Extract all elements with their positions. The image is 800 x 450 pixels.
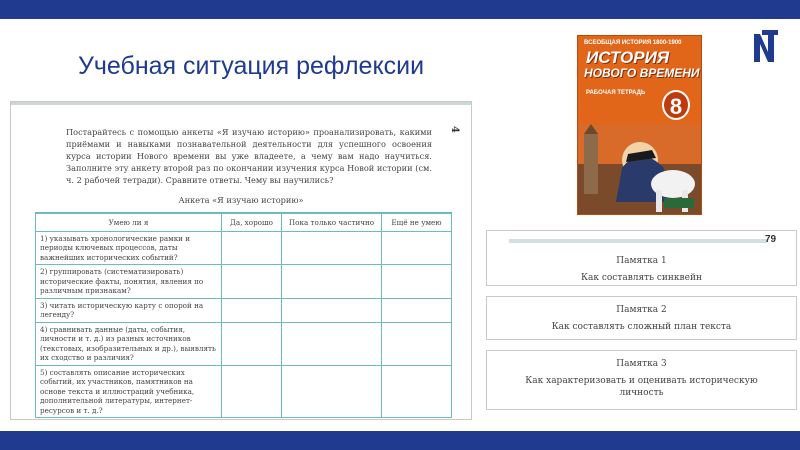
answer-cell-partly[interactable] [282,265,382,299]
survey-title: Анкета «Я изучаю историю» [178,195,304,205]
answer-cell-partly[interactable] [282,365,382,418]
answer-cell-not-yet[interactable] [382,298,452,322]
column-header-yes: Да, хорошо [222,213,282,231]
survey-question: 2) группировать (систематизировать) исторические факты, понятия, явления по различным признакам? [36,265,222,299]
book-cover-art [578,124,702,215]
answer-cell-not-yet[interactable] [382,231,452,265]
survey-header-row [36,213,452,231]
book-title-line1: ИСТОРИЯ [586,48,670,67]
book-series: ВСЕОБЩАЯ ИСТОРИЯ 1800-1900 [584,40,682,46]
answer-cell-partly[interactable] [282,322,382,365]
answer-cell-not-yet[interactable] [382,265,452,299]
book-grade-badge: 8 [662,90,690,120]
memo-text: Как составлять сложный план текста [551,322,732,332]
answer-cell-yes[interactable] [222,298,282,322]
memo-title: Памятка 3 [616,359,667,369]
memo-title: Памятка 1 [616,256,667,266]
memo-text: Как составлять синквейн [581,273,702,283]
answer-cell-yes[interactable] [222,365,282,418]
table-row [36,322,452,365]
publisher-logo-icon [750,30,780,66]
answer-cell-partly[interactable] [282,231,382,265]
slide-title: Учебная ситуация рефлексии [78,52,425,80]
answer-cell-not-yet[interactable] [382,322,452,365]
memo-page-number: 79 [765,234,777,245]
book-subtitle: РАБОЧАЯ ТЕТРАДЬ [586,90,646,96]
memo-title: Памятка 2 [616,305,667,315]
book-title-line2: НОВОГО ВРЕМЕНИ [584,66,700,80]
answer-cell-yes[interactable] [222,322,282,365]
table-row [36,365,452,418]
column-header-not-yet: Ещё не умею [382,213,452,231]
table-row [36,265,452,299]
worksheet-page-number: 4 [448,126,460,133]
answer-cell-not-yet[interactable] [382,365,452,418]
memo-3 [486,350,797,410]
answer-cell-partly[interactable] [282,298,382,322]
memo-1 [486,248,797,286]
top-banner [0,0,800,19]
survey-question: 4) сравнивать данные (даты, события, личности и т. д.) из разных источников (текстовых, изобразительных и др.), выявлять их сходство и различия? [36,322,222,365]
answer-cell-yes[interactable] [222,231,282,265]
survey-question: 1) указывать хронологические рамки и периоды ключевых процессов, даты важнейших исторических событий? [36,231,222,265]
table-row [36,298,452,322]
memo-2 [486,296,797,340]
answer-cell-yes[interactable] [222,265,282,299]
worksheet-intro: Постарайтесь с помощью анкеты «Я изучаю историю» проанализировать, какими приёмами и навыками познавательной деятельности для успешного освоения курса истории Нового времени вы уже владеете, а чему вам надо научиться. Заполните эту анкету второй раз по окончании изучения курса Новой истории (см. ч. 2 рабочей тетради). Сравните ответы. Чему вы научились? [66,127,432,185]
survey-table [35,212,452,418]
page-top-edge [509,239,767,243]
table-row [36,231,452,265]
survey-question: 3) читать историческую карту с опорой на легенду? [36,298,222,322]
column-header-partly: Пока только частично [282,213,382,231]
book-cover [577,35,702,215]
survey-question: 5) составлять описание исторических событий, их участников, памятников на основе текста и иллюстраций учебника, дополнительной литературы, интернет-ресурсов и т. д.? [36,365,222,418]
worksheet-page [10,101,472,420]
page-top-edge [11,102,471,105]
memo-text: Как характеризовать и оценивать историческую личность [525,376,758,398]
bottom-banner [0,431,800,450]
column-header-skill: Умею ли я [36,213,222,231]
